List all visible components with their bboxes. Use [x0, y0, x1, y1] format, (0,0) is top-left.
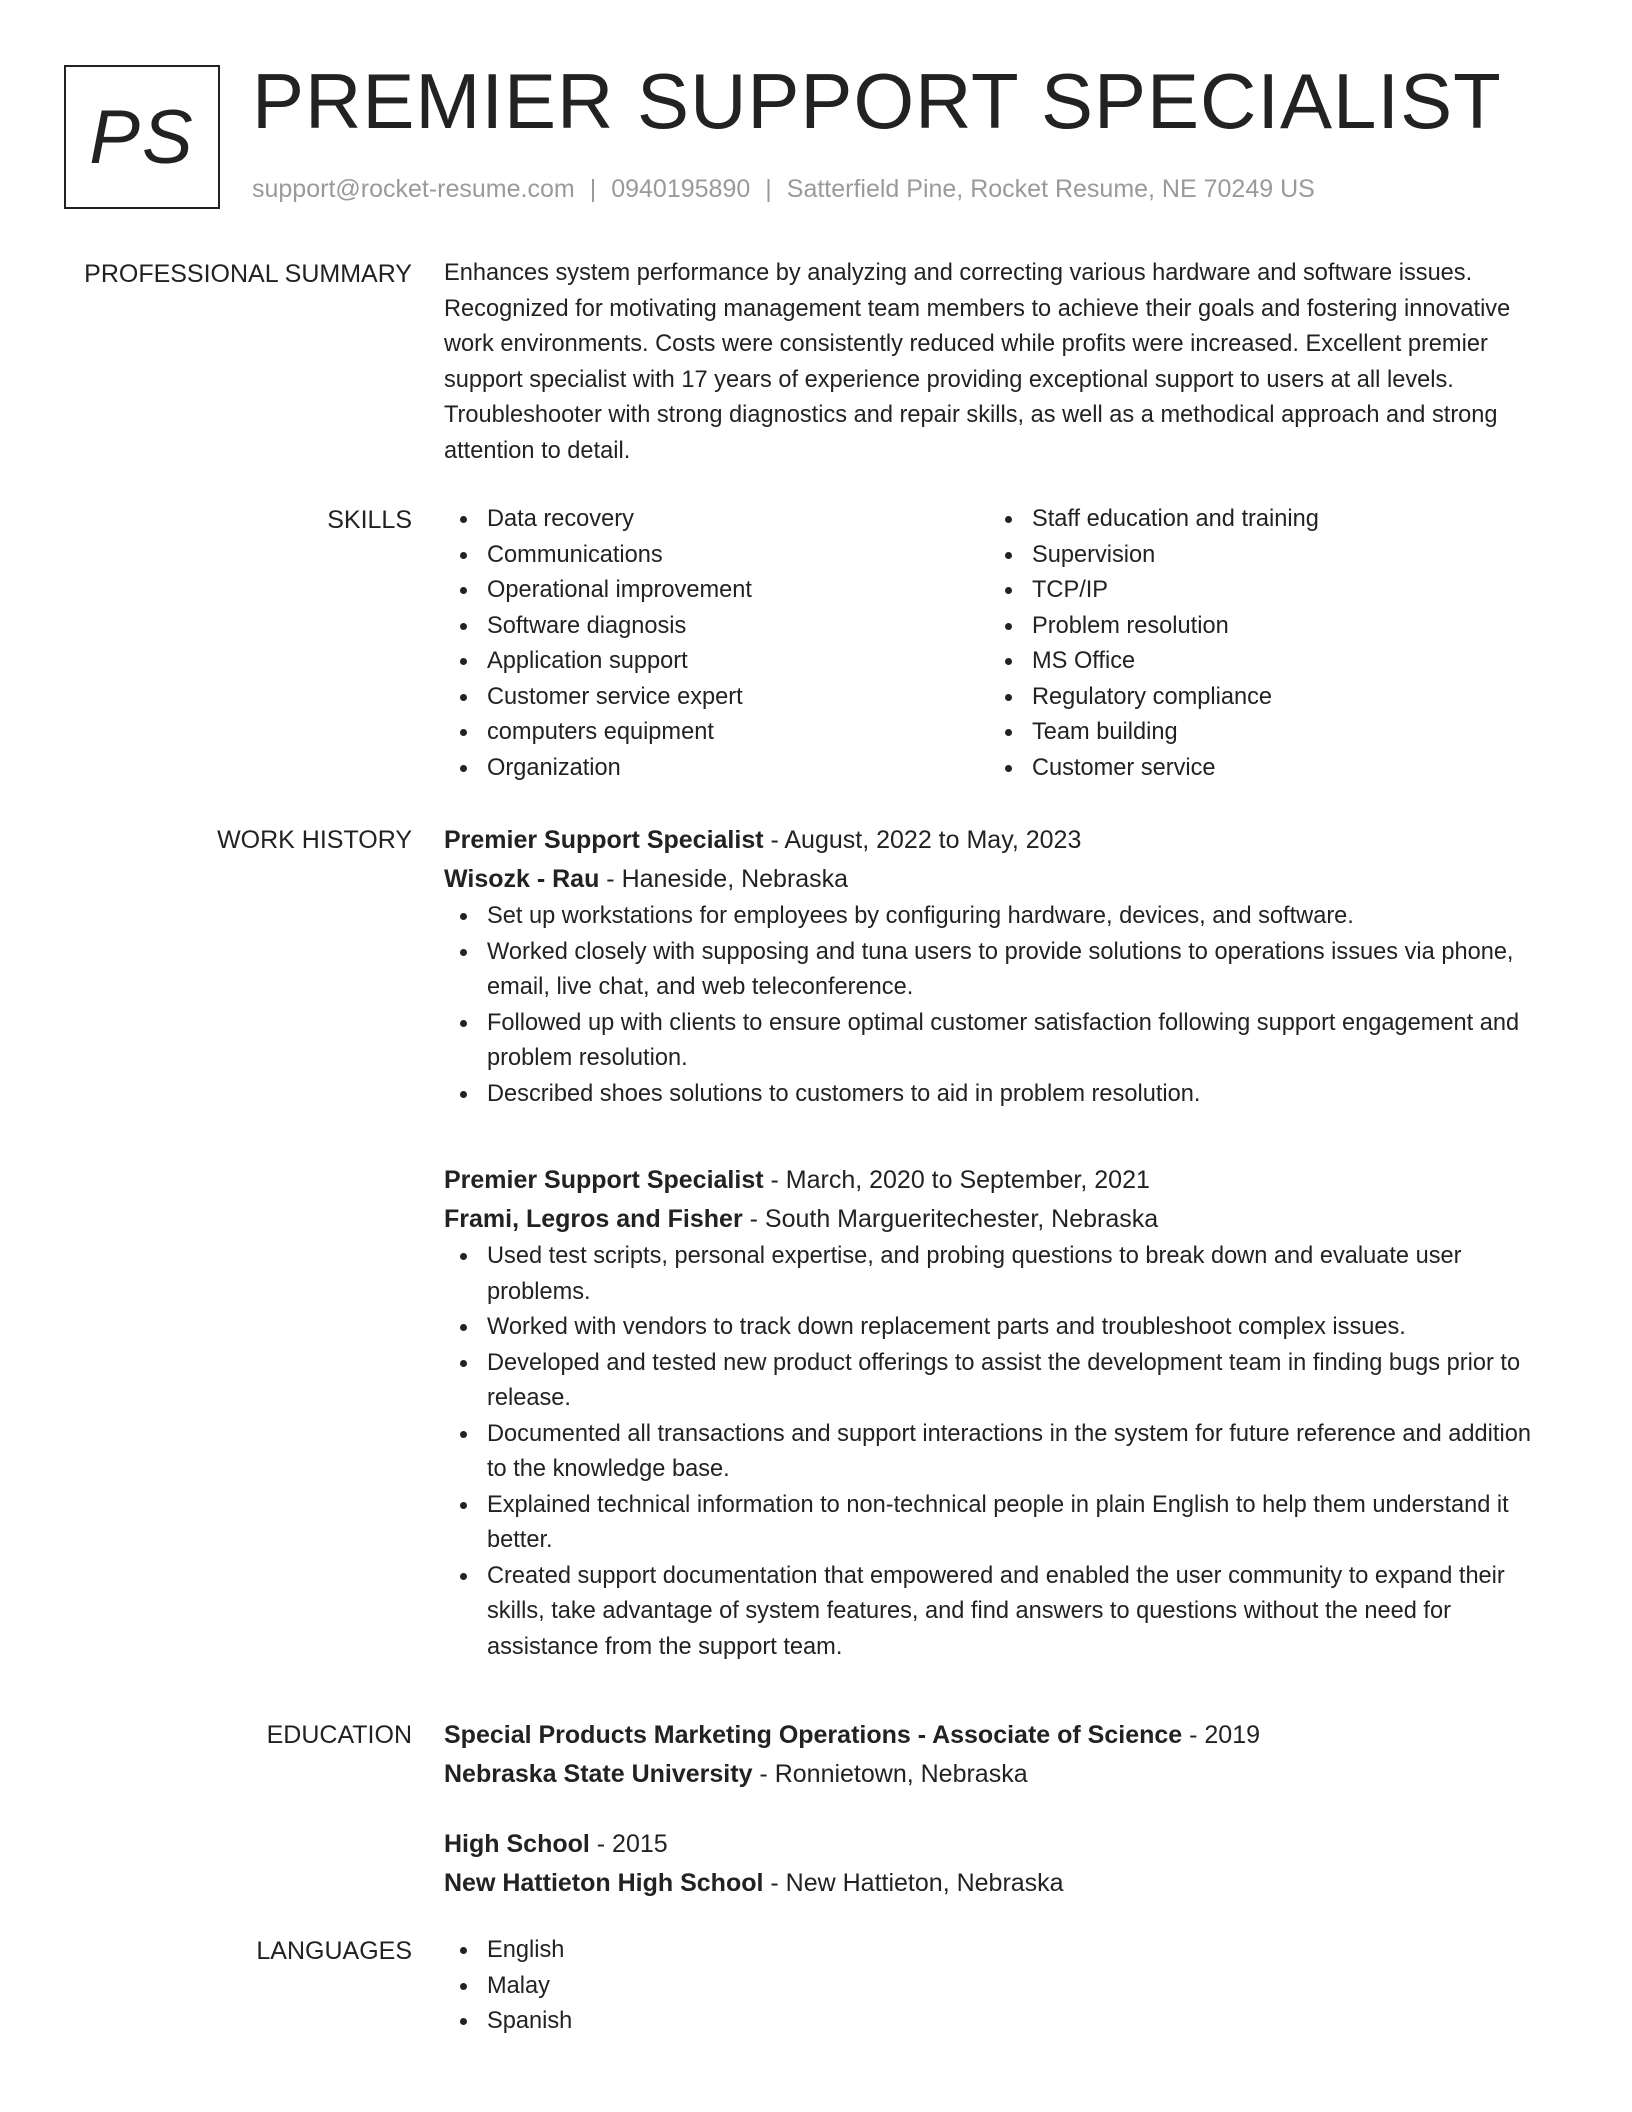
job-company: Wisozk - Rau	[444, 865, 600, 893]
monogram-initials: PS	[89, 94, 195, 180]
education-degree-line	[444, 1825, 1554, 1864]
education-degree: Special Products Marketing Operations - Associate of Science	[444, 1721, 1183, 1749]
contact-line	[252, 172, 1315, 206]
education-school: Nebraska State University	[444, 1760, 753, 1788]
job-bullet: Created support documentation that empowered and enabled the user community to expand their skills, take advantage of system features, and find answers to questions without the need for assistance from the support team.	[444, 1559, 1554, 1666]
skill-item: Operational improvement	[444, 573, 989, 609]
contact-separator: |	[765, 175, 772, 203]
job-bullet: Used test scripts, personal expertise, and probing questions to break down and evaluate user problems.	[444, 1239, 1554, 1310]
language-item: Malay	[444, 1969, 1554, 2005]
section-label-skills: SKILLS	[327, 506, 412, 534]
education-location: - Ronnietown, Nebraska	[752, 1760, 1028, 1788]
job-bullet: Set up workstations for employees by configuring hardware, devices, and software.	[444, 899, 1554, 935]
skill-item: TCP/IP	[989, 573, 1534, 609]
job-entry	[444, 1161, 1554, 1665]
section-label-languages: LANGUAGES	[256, 1937, 412, 1965]
contact-address: Satterfield Pine, Rocket Resume, NE 70249 US	[786, 175, 1315, 203]
language-item: Spanish	[444, 2004, 1554, 2040]
education-entry	[444, 1825, 1554, 1903]
skills-section	[444, 502, 1554, 786]
job-title: Premier Support Specialist	[444, 826, 764, 854]
education-school: New Hattieton High School	[444, 1869, 764, 1897]
skill-item: Problem resolution	[989, 609, 1534, 645]
skill-item: Customer service	[989, 751, 1534, 787]
job-title: Premier Support Specialist	[444, 1166, 764, 1194]
languages-list	[444, 1933, 1554, 2040]
job-dates: - August, 2022 to May, 2023	[763, 826, 1082, 854]
job-bullet: Followed up with clients to ensure optimal customer satisfaction following support engagement and problem resolution.	[444, 1006, 1554, 1077]
skills-list-left	[444, 502, 989, 786]
skill-item: MS Office	[989, 644, 1534, 680]
skill-item: computers equipment	[444, 715, 989, 751]
skills-list-right	[989, 502, 1534, 786]
skill-item: Application support	[444, 644, 989, 680]
job-bullets	[444, 899, 1554, 1112]
page-title: PREMIER SUPPORT SPECIALIST	[252, 57, 1502, 145]
contact-email: support@rocket-resume.com	[252, 175, 575, 203]
job-company-line	[444, 1200, 1554, 1239]
job-company: Frami, Legros and Fisher	[444, 1205, 743, 1233]
skill-item: Supervision	[989, 538, 1534, 574]
language-item: English	[444, 1933, 1554, 1969]
education-school-line	[444, 1755, 1554, 1794]
summary-text: Enhances system performance by analyzing and correcting various hardware and software issues. Recognized for motivating management team members to achieve their goals and fostering innovative work environments. Costs were consistently reduced while profits were increased. Excellent premier support specialist with 17 years of experience providing exceptional support to users at all levels. Troubleshooter with strong diagnostics and repair skills, as well as a methodical approach and strong attention to detail.	[444, 260, 1511, 464]
skill-item: Data recovery	[444, 502, 989, 538]
job-bullet: Worked closely with supposing and tuna users to provide solutions to operations issues via phone, email, live chat, and web teleconference.	[444, 935, 1554, 1006]
skill-item: Regulatory compliance	[989, 680, 1534, 716]
section-label-summary: PROFESSIONAL SUMMARY	[84, 260, 412, 288]
job-entry	[444, 821, 1554, 1112]
section-label-work: WORK HISTORY	[217, 826, 412, 854]
education-year: - 2015	[589, 1830, 668, 1858]
skill-item: Communications	[444, 538, 989, 574]
job-bullet: Documented all transactions and support interactions in the system for future reference and addition to the knowledge base.	[444, 1417, 1554, 1488]
job-bullet: Described shoes solutions to customers to aid in problem resolution.	[444, 1077, 1554, 1113]
job-title-line	[444, 821, 1554, 860]
education-year: - 2019	[1182, 1721, 1261, 1749]
education-entry	[444, 1716, 1554, 1794]
skill-item: Customer service expert	[444, 680, 989, 716]
job-bullets	[444, 1239, 1554, 1665]
skill-item: Software diagnosis	[444, 609, 989, 645]
job-bullet: Explained technical information to non-technical people in plain English to help them understand it better.	[444, 1488, 1554, 1559]
contact-separator: |	[589, 175, 597, 203]
skill-item: Staff education and training	[989, 502, 1534, 538]
summary-section	[444, 256, 1554, 469]
education-degree-line	[444, 1716, 1554, 1755]
job-title-line	[444, 1161, 1554, 1200]
job-dates: - March, 2020 to September, 2021	[763, 1166, 1150, 1194]
education-school-line	[444, 1864, 1554, 1903]
job-location: - Haneside, Nebraska	[599, 865, 849, 893]
job-bullet: Developed and tested new product offerings to assist the development team in finding bugs prior to release.	[444, 1346, 1554, 1417]
languages-section	[444, 1933, 1554, 2040]
skill-item: Team building	[989, 715, 1534, 751]
job-location: - South Margueritechester, Nebraska	[742, 1205, 1159, 1233]
section-label-education: EDUCATION	[266, 1721, 412, 1749]
monogram-box	[64, 65, 220, 209]
skills-grid	[444, 502, 1554, 786]
education-location: - New Hattieton, Nebraska	[763, 1869, 1064, 1897]
contact-phone: 0940195890	[611, 175, 751, 203]
job-company-line	[444, 860, 1554, 899]
job-bullet: Worked with vendors to track down replacement parts and troubleshoot complex issues.	[444, 1310, 1554, 1346]
education-degree: High School	[444, 1830, 590, 1858]
skill-item: Organization	[444, 751, 989, 787]
